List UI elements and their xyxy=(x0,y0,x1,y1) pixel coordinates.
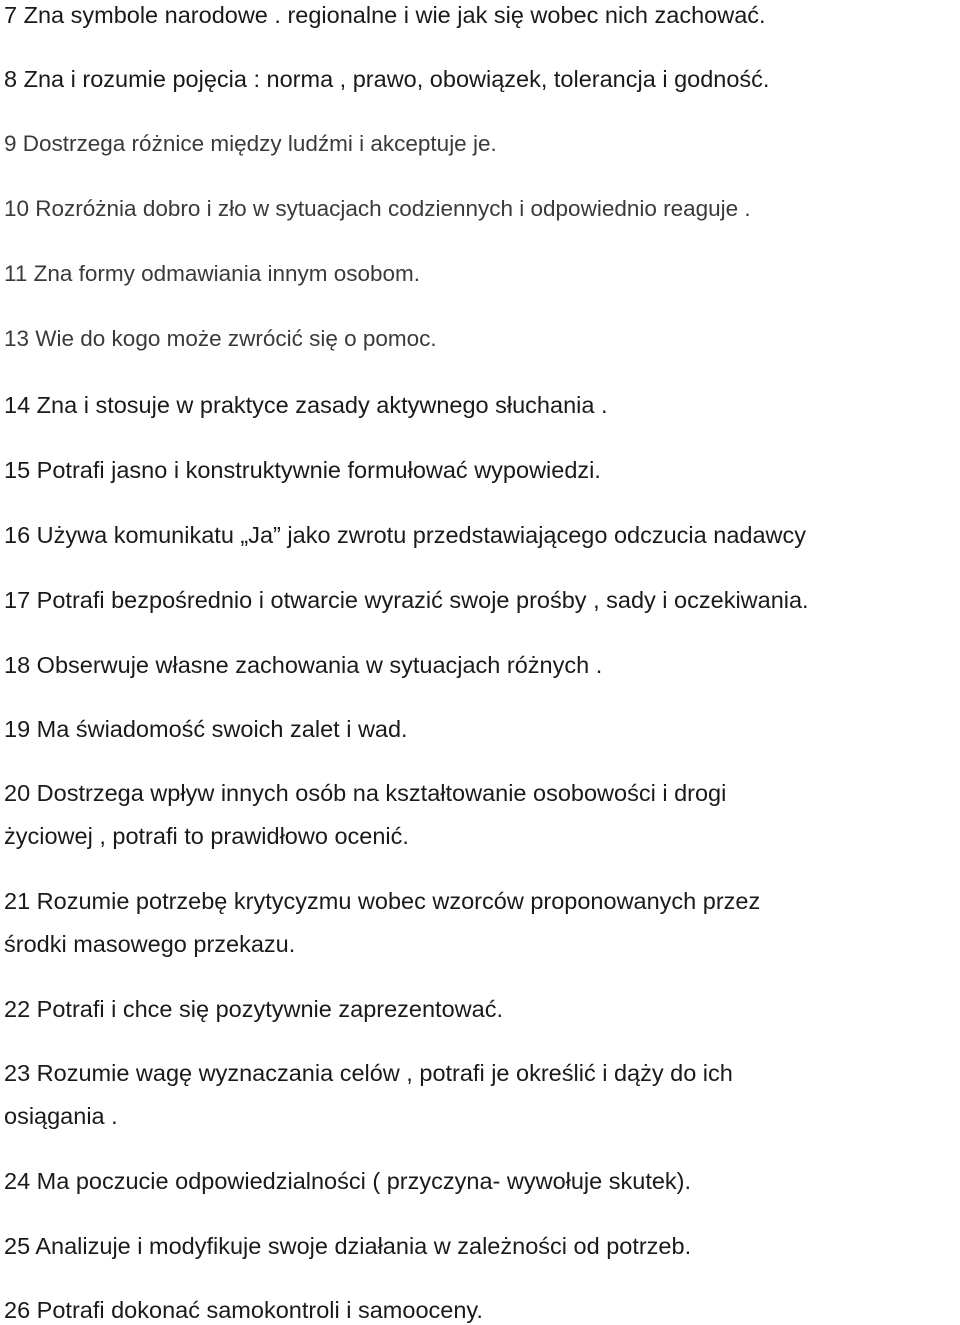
text-line-11: 11 Zna formy odmawiania innym osobom. xyxy=(4,261,421,286)
text-line-16: 16 Używa komunikatu „Ja” jako zwrotu przedstawiającego odczucia nadawcy xyxy=(4,522,806,548)
text-line-21a: 21 Rozumie potrzebę krytycyzmu wobec wzorców proponowanych przez xyxy=(4,888,761,914)
text-line-21b: środki masowego przekazu. xyxy=(4,931,296,957)
text-line-19: 19 Ma świadomość swoich zalet i wad. xyxy=(4,716,408,742)
text-line-25: 25 Analizuje i modyfikuje swoje działania w zależności od potrzeb. xyxy=(4,1233,692,1259)
text-line-14: 14 Zna i stosuje w praktyce zasady aktywnego słuchania . xyxy=(4,392,608,418)
text-line-7: 7 Zna symbole narodowe . regionalne i wie jak się wobec nich zachować. xyxy=(4,2,766,28)
text-line-24: 24 Ma poczucie odpowiedzialności ( przyczyna- wywołuje skutek). xyxy=(4,1168,692,1194)
text-line-20b: życiowej , potrafi to prawidłowo ocenić. xyxy=(4,823,409,849)
text-line-8: 8 Zna i rozumie pojęcia : norma , prawo, obowiązek, tolerancja i godność. xyxy=(4,66,770,92)
text-line-18: 18 Obserwuje własne zachowania w sytuacjach różnych . xyxy=(4,652,603,678)
text-line-26: 26 Potrafi dokonać samokontroli i samooceny. xyxy=(4,1297,483,1323)
text-line-15: 15 Potrafi jasno i konstruktywnie formułować wypowiedzi. xyxy=(4,457,601,483)
text-line-17: 17 Potrafi bezpośrednio i otwarcie wyrazić swoje prośby , sady i oczekiwania. xyxy=(4,587,809,613)
text-line-22: 22 Potrafi i chce się pozytywnie zaprezentować. xyxy=(4,996,503,1022)
text-line-9: 9 Dostrzega różnice między ludźmi i akceptuje je. xyxy=(4,131,497,156)
text-line-10: 10 Rozróżnia dobro i zło w sytuacjach codziennych i odpowiednio reaguje . xyxy=(4,196,751,221)
text-line-13: 13 Wie do kogo może zwrócić się o pomoc. xyxy=(4,326,437,351)
text-line-23b: osiągania . xyxy=(4,1103,118,1129)
text-line-23a: 23 Rozumie wagę wyznaczania celów , potrafi je określić i dąży do ich xyxy=(4,1060,733,1086)
text-line-20a: 20 Dostrzega wpływ innych osób na kształtowanie osobowości i drogi xyxy=(4,780,727,806)
